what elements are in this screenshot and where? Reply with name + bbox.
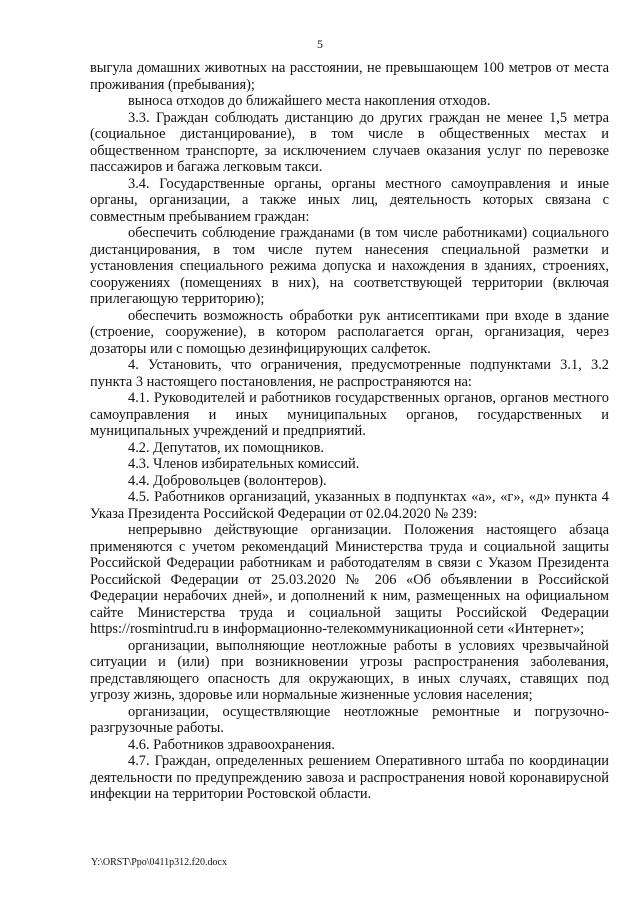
paragraph: организации, осуществляющие неотложные ремонтные и погрузочно-разгрузочные работы.: [90, 703, 609, 736]
document-body: [90, 60, 609, 803]
paragraph: выноса отходов до ближайшего места накопления отходов.: [128, 93, 491, 109]
paragraph: 4.5. Работников организаций, указанных в подпунктах «а», «г», «д» пункта 4 Указа Президента Российской Федерации от 02.04.2020 № 239:: [90, 489, 609, 522]
paragraph: организации, выполняющие неотложные работы в условиях чрезвычайной ситуации и (или) при возникновении угрозы распространения заболевания, представляющего опасность для окружающих, в иных случаях, ставящих под угрозу жизнь, здоровье или нормальные жизненные условия населения;: [90, 637, 609, 703]
file-path-footer: Y:\ORST\Ppo\0411p312.f20.docx: [91, 857, 227, 868]
paragraph: 4.4. Добровольцев (волонтеров).: [128, 472, 327, 489]
page-number: 5: [317, 37, 323, 51]
paragraph: 4.3. Членов избирательных комиссий.: [128, 456, 360, 472]
paragraph: выгула домашних животных на расстоянии, не превышающем 100 метров от места проживания (пребывания);: [90, 60, 609, 93]
paragraph: 3.4. Государственные органы, органы местного самоуправления и иные органы, организации, а также иных лиц, деятельность которых связана с совместным пребыванием граждан:: [90, 175, 609, 225]
paragraph: непрерывно действующие организации. Положения настоящего абзаца применяются с учетом рекомендаций Министерства труда и социальной защиты Российской Федерации работникам и работодателям в связи с Указом Президента Российской Федерации от 25.03.2020 № 206 «Об объявлении в Российской Федерации нерабочих дней», и дополнений к ним, размещенных на официальном сайте Министерства труда и социальной защиты Российской Федерации https://rosmintrud.ru в информационно-телекоммуникационной сети «Интернет»;: [90, 522, 609, 637]
paragraph: обеспечить соблюдение гражданами (в том числе работниками) социального дистанцирования, в том числе путем нанесения специальной разметки и установления специального режима допуска и нахождения в зданиях, строениях, сооружениях (помещениях в них), на соответствующей территории (включая прилегающую территорию);: [90, 225, 609, 307]
paragraph: обеспечить возможность обработки рук антисептиками при входе в здание (строение, сооружение), в котором располагается орган, организация, через дозаторы или с помощью дезинфицирующих салфеток.: [90, 307, 609, 357]
paragraph: 4.7. Граждан, определенных решением Оперативного штаба по координации деятельности по предупреждению завоза и распространения новой коронавирусной инфекции на территории Ростовской области.: [90, 753, 609, 802]
paragraph: 3.3. Граждан соблюдать дистанцию до других граждан не менее 1,5 метра (социальное дистанцирование), в том числе в общественных местах и общественном транспорте, за исключением случаев оказания услуг по перевозке пассажиров и багажа легковым такси.: [90, 109, 609, 175]
paragraph: 4.2. Депутатов, их помощников.: [128, 439, 324, 456]
paragraph: 4.1. Руководителей и работников государственных органов, органов местного самоуправления и иных муниципальных органов, государственных и муниципальных учреждений и предприятий.: [90, 390, 609, 439]
paragraph: 4. Установить, что ограничения, предусмотренные подпунктами 3.1, 3.2 пункта 3 настоящего постановления, не распространяются на:: [90, 357, 609, 390]
paragraph: 4.6. Работников здравоохранения.: [128, 736, 335, 753]
